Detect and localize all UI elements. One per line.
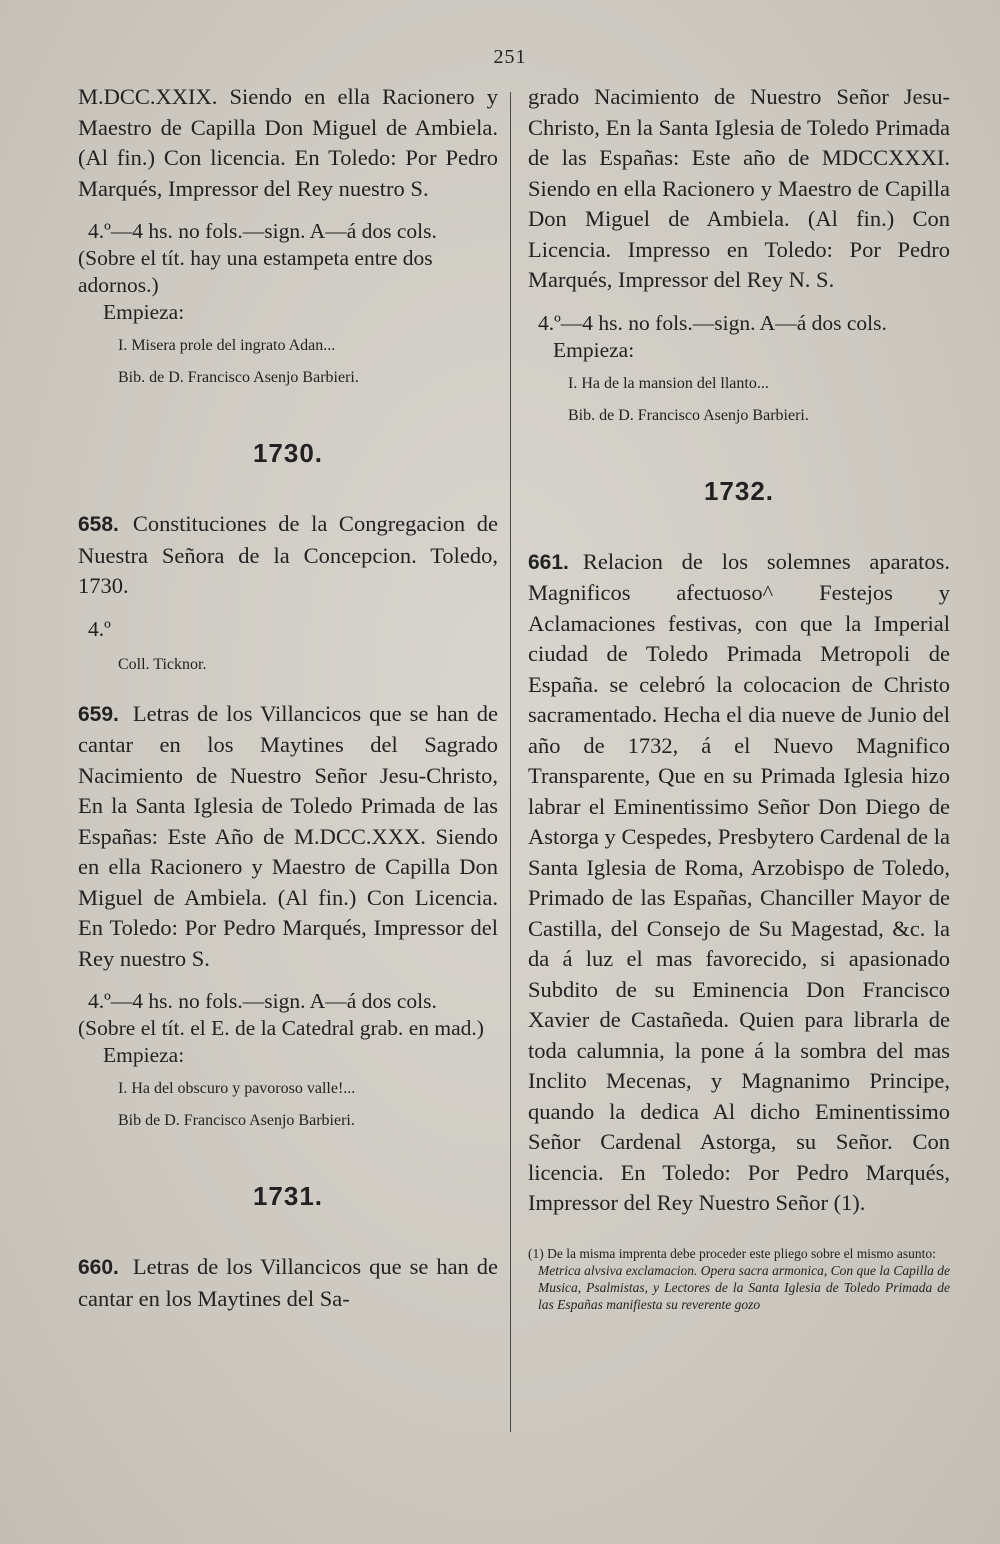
entry-659-description: 4.º—4 hs. no fols.—sign. A—á dos cols. (Sobre el tít. el E. de la Catedral grab. en mad.) xyxy=(78,989,484,1040)
entry-657-incipit: I. Misera prole del ingrato Adan... xyxy=(118,337,336,354)
entry-660-empieza: Empieza: xyxy=(553,337,635,362)
entry-660-incipit: I. Ha de la mansion del llanto... xyxy=(568,374,769,392)
left-column xyxy=(78,82,498,1314)
entry-659-text: Letras de los Villancicos que se han de cantar en los Maytines del Sagrado Nacimiento de Nuestro Señor Jesu-Christo, En la Santa Iglesia de Toledo Primada de las Españas: Este Año de M.DCC.XXX. Siendo en ella Racionero y Maestro de Capilla Don Miguel de Ambiela. (Al fin.) Con Licencia. En Toledo: Por Pedro Marqués, Impressor del Rey nuestro S. xyxy=(78,700,498,971)
entry-661-text: Relacion de los solemnes aparatos. Magnificos afectuoso^ Festejos y Aclamaciones festivas, con que la Imperial ciudad de Toledo Primada Metropoli de España. se celebró la colocacion de Christo sacramentado. Hecha el dia nueve de Junio del año de 1732, á el Nuevo Magnifico Transparente, Que en su Primada Iglesia hizo labrar el Eminentissimo Señor Don Diego de Astorga y Cespedes, Presbytero Cardenal de la Santa Iglesia de Roma, Arzobispo de Toledo, Primado de las Españas, Chanciller Mayor de Castilla, del Consejo de Su Magestad, &c. la da á luz el mas favorecido, si apasionado Subdito de su Eminencia Don Francisco Xavier de Castañeda. Quien para librarla de toda calumnia, la pone á la sombra del mas Inclito Mecenas, y Magnanimo Principe, quando la dedica Al dicho Eminentissimo Señor Cardenal Astorga, su Señor. Con licencia. En Toledo: Por Pedro Marqués, Impressor del Rey Nuestro Señor (1). xyxy=(528,548,950,1215)
entry-660-text: Letras de los Villancicos que se han de cantar en los Maytines del Sa- xyxy=(78,1254,498,1311)
entry-659-empieza: Empieza: xyxy=(103,1043,185,1067)
footnote xyxy=(528,1245,950,1313)
entry-657-library: Bib. de D. Francisco Asenjo Barbieri. xyxy=(118,369,359,386)
entry-number: 661. xyxy=(528,550,569,574)
year-heading-1730: 1730. xyxy=(252,438,324,468)
entry-659 xyxy=(78,699,498,975)
entry-660-description: 4.º—4 hs. no fols.—sign. A—á dos cols. xyxy=(538,310,887,335)
footnote-title: Metrica alvsiva exclamacion. Opera sacra armonica, Con que la Capilla de Musica, Psalmistas, y Lectores de la Santa Iglesia de Toledo Primada de las Españas manifiesta su reverente gozo xyxy=(538,1262,950,1312)
entry-number: 660. xyxy=(78,1256,119,1279)
entry-659-incipit: I. Ha del obscuro y pavoroso valle!... xyxy=(118,1080,356,1097)
entry-659-library: Bib de D. Francisco Asenjo Barbieri. xyxy=(118,1112,355,1129)
right-column xyxy=(510,82,950,1313)
footnote-lead: (1) De la misma imprenta debe proceder este pliego sobre el mismo asunto: xyxy=(528,1245,936,1261)
year-heading-1732: 1732. xyxy=(703,475,775,506)
entry-658 xyxy=(78,509,498,602)
entry-658-format: 4.º xyxy=(88,616,111,641)
entry-660-library: Bib. de D. Francisco Asenjo Barbieri. xyxy=(568,406,809,424)
entry-657-continuation: M.DCC.XXIX. Siendo en ella Racionero y Maestro de Capilla Don Miguel de Ambiela. (Al fin.) Con licencia. En Toledo: Por Pedro Marqués, Impressor del Rey nuestro S. xyxy=(78,84,498,201)
year-heading-1731: 1731. xyxy=(252,1181,324,1211)
entry-658-text: Constituciones de la Congregacion de Nuestra Señora de la Concepcion. Toledo, 1730. xyxy=(78,511,498,598)
entry-number: 659. xyxy=(78,702,119,726)
entry-660 xyxy=(78,1252,498,1314)
page-number: 251 xyxy=(493,46,527,68)
entry-658-library: Coll. Ticknor. xyxy=(118,655,207,673)
entry-number: 658. xyxy=(78,513,119,536)
entry-660-continuation: grado Nacimiento de Nuestro Señor Jesu-Christo, En la Santa Iglesia de Toledo Primada de las Españas: Este año de MDCCXXXI. Siendo en ella Racionero y Maestro de Capilla Don Miguel de Ambiela. (Al fin.) Con Licencia. Impresso en Toledo: Por Pedro Marqués, Impressor del Rey N. S. xyxy=(528,84,950,292)
entry-657-empieza: Empieza: xyxy=(103,300,185,324)
entry-661 xyxy=(528,547,950,1219)
entry-657-description: 4.º—4 hs. no fols.—sign. A—á dos cols. (Sobre el tít. hay una estampeta entre dos adornos.) xyxy=(78,219,437,297)
